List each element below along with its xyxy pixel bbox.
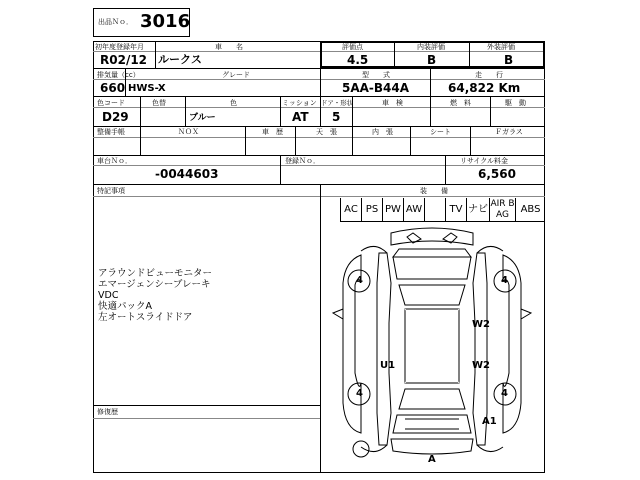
chassis-value: -0044603 (155, 167, 219, 181)
car-name-label: 車 名 (215, 43, 243, 51)
row-divider (93, 68, 545, 69)
grade-label: グレード (222, 71, 250, 79)
equip-ps: PS (361, 198, 382, 222)
equip-aw: AW (403, 198, 424, 222)
hood (393, 257, 471, 279)
col-divider (280, 155, 281, 184)
first-reg-value: R02/12 (100, 53, 148, 67)
inspection-label: 車 検 (382, 99, 403, 107)
col-divider (490, 96, 491, 126)
col-divider (295, 126, 296, 155)
car-damage-diagram (321, 223, 544, 472)
note-line: アラウンドビューモニター (98, 268, 213, 279)
col-divider (140, 96, 141, 126)
transmission-value: AT (292, 110, 309, 124)
damage-w2-lower: W2 (472, 360, 490, 371)
note-line: 快適パックA (98, 301, 152, 312)
exterior-label: 外装評価 (487, 43, 515, 51)
row-divider (93, 96, 545, 97)
doors-value: 5 (332, 110, 341, 124)
drive-label: 駆 動 (505, 99, 526, 107)
score-label: 評価点 (342, 43, 363, 51)
equipment-label: 装 備 (420, 187, 448, 195)
damage-tire-rear-left: 4 (356, 388, 363, 399)
row-divider (93, 418, 320, 419)
col-divider (470, 126, 471, 155)
sunroof-label: 天 張 (316, 128, 337, 136)
spare-tire (353, 441, 369, 457)
fuel-label: 燃 料 (450, 99, 471, 107)
col-divider (430, 68, 431, 96)
front-bumper (391, 228, 473, 245)
equipment-row (320, 198, 545, 222)
recycle-value: 6,560 (478, 167, 516, 181)
equip-navi: ナビ (466, 198, 489, 222)
equip-abs: ABS (515, 198, 545, 222)
color-code-value: D29 (102, 110, 129, 124)
col-divider (430, 96, 431, 126)
col-divider (155, 41, 156, 68)
equip-ac: AC (340, 198, 361, 222)
manual-label: 整備手帳 (97, 128, 125, 136)
col-divider (140, 126, 141, 155)
rear-bumper (391, 439, 473, 454)
exterior-value: B (504, 53, 514, 67)
displacement-value: 660 (100, 81, 126, 95)
equip-tv: TV (445, 198, 466, 222)
col-divider (394, 41, 395, 68)
color-change-label: 色替 (152, 99, 166, 107)
col-divider (445, 155, 446, 184)
model-value: 5AA-B44A (342, 81, 410, 95)
color-label: 色 (230, 99, 237, 107)
windshield (399, 285, 465, 305)
row-divider (93, 155, 545, 156)
note-line: 左オートスライドドア (98, 312, 193, 323)
color-value: ブルー (189, 113, 216, 123)
damage-w2-upper: W2 (472, 319, 490, 330)
lot-number-value: 3016 (140, 11, 191, 32)
repair-history-label: 修復歴 (97, 408, 118, 416)
notes-list (98, 268, 212, 323)
glass-label: Ｆガラス (495, 128, 523, 136)
notes-label: 特記事項 (97, 187, 125, 195)
color-code-label: 色コード (97, 99, 125, 107)
transmission-label: ミッション (282, 99, 317, 107)
equip-blank (424, 198, 445, 222)
row-divider (93, 79, 545, 80)
damage-u1: U1 (380, 360, 396, 371)
interior2-label: 内 張 (372, 128, 393, 136)
mileage-label: 走 行 (475, 71, 503, 79)
score-value: 4.5 (347, 53, 369, 67)
recycle-label: リサイクル料金 (460, 157, 509, 165)
model-label: 型 式 (362, 71, 390, 79)
row-divider (93, 184, 545, 185)
mileage-value: 64,822 Km (448, 81, 521, 95)
equip-pw: PW (382, 198, 403, 222)
tailgate (393, 415, 471, 433)
displacement-label: 排気量（cc） (97, 71, 140, 79)
damage-tire-front-right: 4 (501, 275, 508, 286)
history-label: 車 歴 (262, 128, 283, 136)
rear-window (399, 389, 465, 409)
col-divider (245, 126, 246, 155)
reg-no-label: 登録Ｎｏ． (285, 157, 320, 165)
car-name-value: ルークス (158, 53, 202, 66)
damage-a1: A1 (482, 416, 497, 427)
nox-label: ＮＯＸ (178, 128, 199, 136)
col-divider (280, 96, 281, 126)
left-side (377, 253, 391, 445)
col-divider (410, 126, 411, 155)
grade-value: HWS-X (128, 83, 166, 94)
damage-a: A (428, 454, 436, 465)
doors-label: ドア・形状 (321, 99, 354, 107)
first-reg-label: 初年度登録年月 (95, 43, 144, 51)
row-divider (93, 165, 545, 166)
row-divider (93, 137, 545, 138)
chassis-label: 車台Ｎｏ． (97, 157, 132, 165)
interior-label: 内装評価 (417, 43, 445, 51)
equip-cell-blank (320, 198, 340, 222)
col-divider (185, 96, 186, 126)
note-line: エマージェンシーブレーキ (98, 279, 211, 290)
row-divider (93, 107, 545, 108)
interior-value: B (427, 53, 437, 67)
note-line: VDC (98, 290, 119, 301)
row-divider (93, 405, 320, 406)
col-divider (352, 126, 353, 155)
damage-tire-rear-right: 4 (501, 388, 508, 399)
col-divider (469, 41, 470, 68)
damage-tire-front-left: 4 (356, 275, 363, 286)
seat-label: シート (430, 128, 451, 136)
row-divider (93, 196, 545, 197)
col-divider (320, 68, 321, 96)
equip-airbag: AIR BAG (490, 199, 515, 220)
lot-number-label: 出品Ｎｏ． (98, 18, 133, 26)
row-divider (93, 126, 545, 127)
